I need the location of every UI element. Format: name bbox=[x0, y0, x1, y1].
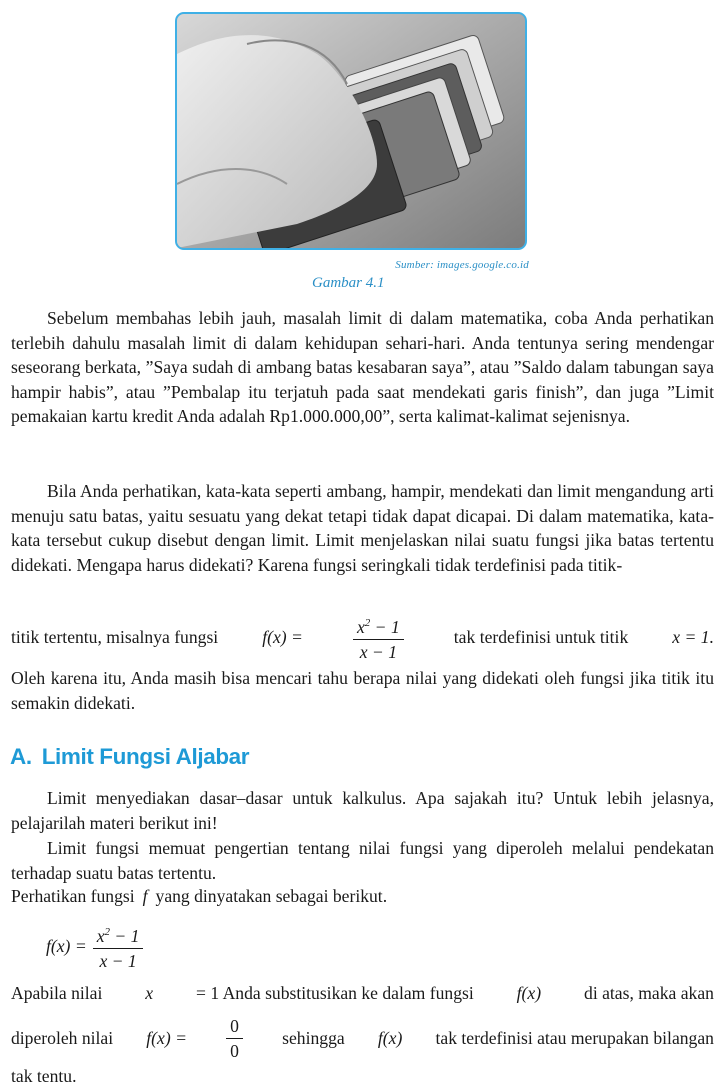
figure-source: Sumber: images.google.co.id bbox=[395, 259, 529, 271]
function-intro-before: Perhatikan fungsi bbox=[11, 886, 135, 906]
paragraph-conclusion: Oleh karena itu, Anda masih bisa mencari tahu berapa nilai yang didekati oleh fungsi jika titik itu semakin didekati. bbox=[11, 668, 714, 713]
result-a: diperoleh nilai bbox=[11, 1027, 114, 1048]
equation-num-exp: 2 bbox=[104, 925, 110, 938]
figure-caption: Gambar 4.1 bbox=[312, 275, 385, 291]
equation-num-base: x bbox=[96, 925, 105, 946]
function-example-text-after: tak terdefinisi untuk titik bbox=[453, 626, 629, 647]
credit-cards-photo bbox=[175, 12, 527, 250]
section-heading bbox=[10, 744, 249, 770]
paragraph-calculus-basis: Limit menyediakan dasar–dasar untuk kalkulus. Apa sajakah itu? Untuk lebih jelasnya, pelajarilah materi berikut ini! bbox=[11, 788, 714, 833]
substitution-line bbox=[11, 981, 714, 1006]
fraction-num-exp: 2 bbox=[364, 616, 371, 629]
paragraph-undefined: tak tentu. bbox=[11, 1066, 77, 1086]
function-example-line bbox=[11, 612, 714, 662]
substitution-func: f(x) bbox=[516, 983, 542, 1003]
result-b: sehingga bbox=[282, 1027, 345, 1048]
substitution-var: x bbox=[145, 983, 154, 1003]
substitution-b: = 1 Anda substitusikan ke dalam fungsi bbox=[196, 983, 474, 1003]
function-intro-after: yang dinyatakan sebagai berikut. bbox=[155, 886, 388, 906]
function-example-fraction bbox=[353, 613, 404, 662]
result-fraction bbox=[226, 1016, 243, 1061]
substitution-c: di atas, maka akan bbox=[584, 983, 714, 1003]
result-den: 0 bbox=[230, 1040, 239, 1061]
fraction-num-rest: − 1 bbox=[370, 616, 400, 637]
result-c: tak terdefinisi atau merupakan bilangan bbox=[435, 1027, 714, 1048]
function-intro-var: f bbox=[142, 886, 148, 906]
function-example-point: x = 1. bbox=[672, 626, 714, 647]
result-line bbox=[11, 1013, 714, 1063]
paragraph-intro: Sebelum membahas lebih jauh, masalah limit di dalam matematika, coba Anda perhatikan terlebih dahulu masalah limit di dalam kehidupan sehari-hari. Anda tentunya sering mendengar seseorang berkata, ”Saya sudah di ambang batas kesabaran saya”, atau ”Saldo dalam tabungan saya hampir habis”, atau ”Pembalap itu terjatuh pada saat mendekati garis finish”, dan juga ”Limit pemakaian kartu kredit Anda adalah Rp1.000.000,00”, serta kalimat-kalimat sejenisnya. bbox=[11, 308, 714, 426]
substitution-a: Apabila nilai bbox=[11, 983, 103, 1003]
equation-fraction bbox=[93, 922, 144, 971]
paragraph-limit-definition: Limit fungsi memuat pengertian tentang nilai fungsi yang diperoleh melalui pendekatan terhadap suatu batas tertentu. bbox=[11, 838, 714, 883]
section-letter: A. bbox=[10, 744, 32, 769]
result-num: 0 bbox=[226, 1016, 243, 1039]
paragraph-limit-meaning: Bila Anda perhatikan, kata-kata seperti ambang, hampir, mendekati dan limit mengandung arti menuju satu batas, yaitu sesuatu yang dekat tetapi tidak dapat dicapai. Di dalam matematika, kata-kata tersebut cukup disebut dengan limit. Limit menjelaskan nilai suatu fungsi jika batas tertentu didekati. Mengapa harus didekati? Karena fungsi seringkali tidak terdefinisi pada titik- bbox=[11, 481, 714, 575]
function-example-lhs: f(x) = bbox=[262, 626, 303, 647]
equation-num-rest: − 1 bbox=[110, 925, 140, 946]
result-lhs: f(x) = bbox=[146, 1027, 187, 1048]
equation-den: x − 1 bbox=[99, 950, 137, 971]
result-func: f(x) bbox=[377, 1027, 403, 1048]
function-intro-line bbox=[11, 884, 714, 909]
section-title: Limit Fungsi Aljabar bbox=[41, 744, 250, 769]
hand-holding-cards-image bbox=[177, 14, 525, 248]
function-definition bbox=[46, 920, 149, 972]
fraction-den: x − 1 bbox=[359, 641, 397, 662]
function-example-text-before: titik tertentu, misalnya fungsi bbox=[11, 626, 219, 647]
fraction-num-base: x bbox=[356, 616, 365, 637]
equation-lhs: f(x) = bbox=[46, 935, 87, 956]
